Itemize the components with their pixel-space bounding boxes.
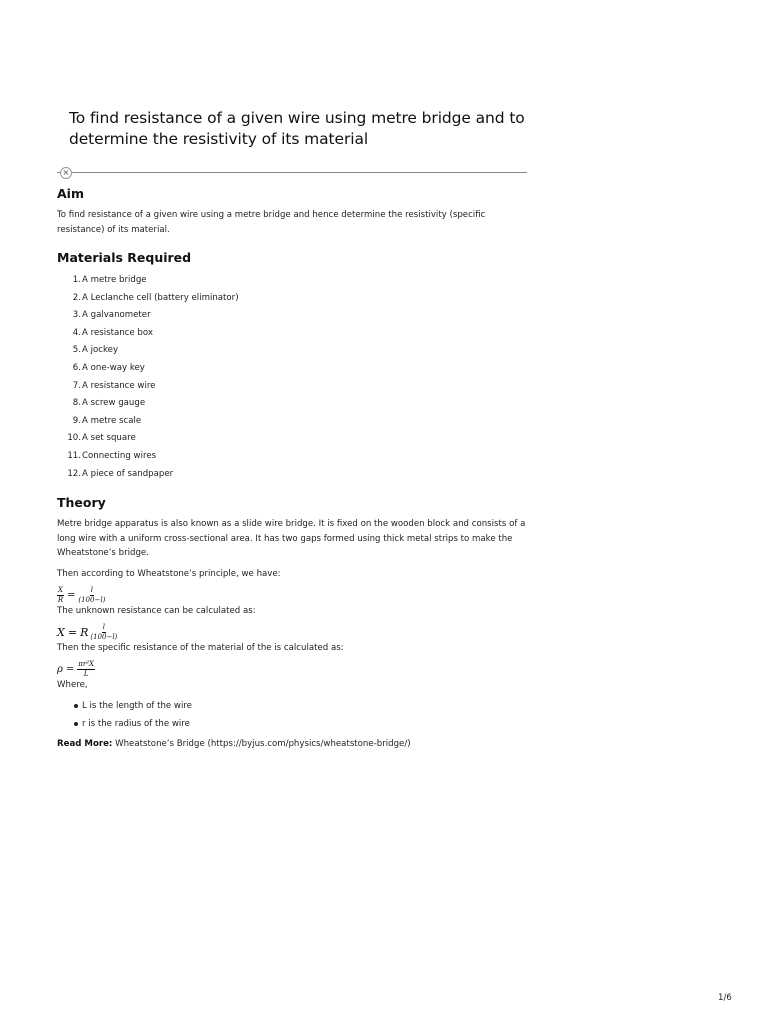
theory-unknown-text: The unknown resistance can be calculated as: (57, 606, 256, 616)
list-item-number: 5. (72, 345, 81, 356)
variable: R (80, 626, 89, 639)
list-item-number: 10. (67, 433, 81, 444)
list-item-text: A one-way key (82, 362, 145, 373)
list-item-text: A galvanometer (82, 310, 151, 321)
divider (57, 167, 527, 181)
list-item-text: A piece of sandpaper (82, 468, 174, 479)
bullet-icon (57, 697, 82, 715)
denominator: (100−l) (78, 596, 106, 604)
definitions-list (57, 697, 192, 733)
theory-heading: Theory (57, 495, 106, 510)
list-item-text: A resistance wire (82, 380, 156, 391)
list-item-text: A Leclanche cell (battery eliminator) (82, 292, 239, 303)
numerator: l (102, 623, 105, 631)
list-item-number: 2. (72, 292, 81, 303)
variable: X (57, 626, 65, 639)
list-item-number: 7. (72, 380, 81, 391)
list-item-text: L is the length of the wire (82, 701, 192, 711)
theory-paragraph: Metre bridge apparatus is also known as a slide wire bridge. It is fixed on the wooden block and consists of a long wire with a uniform cross-sectional area. It has two gaps formed using thick metal strips to make the Wheatstone’s bridge. (57, 519, 526, 558)
materials-heading: Materials Required (57, 250, 192, 265)
list-item (57, 307, 239, 325)
equation-resistivity (57, 661, 95, 678)
list-item-number: 8. (72, 398, 81, 409)
equation-unknown-resistance (57, 624, 117, 641)
read-more (57, 737, 411, 751)
list-item (57, 360, 239, 378)
read-more-link[interactable]: Wheatstone’s Bridge (https://byjus.com/physics/wheatstone-bridge/) (115, 739, 411, 749)
list-item (57, 466, 239, 484)
list-item-number: 6. (72, 362, 81, 373)
list-item (57, 697, 192, 715)
list-item-number: 9. (72, 415, 81, 426)
list-item (57, 378, 239, 396)
where-text: Where, (57, 680, 88, 690)
aim-heading: Aim (57, 186, 84, 201)
list-item-text: A screw gauge (82, 398, 146, 409)
list-item-number: 11. (67, 450, 81, 461)
equals-sign: = (67, 626, 78, 639)
page-title: To find resistance of a given wire using metre bridge and to determine the resistivity of its material (69, 109, 525, 148)
list-item-number: 3. (72, 310, 81, 321)
list-item-number: 12. (67, 468, 81, 479)
list-item (57, 715, 192, 733)
list-item (57, 342, 239, 360)
read-more-label: Read More: (57, 739, 113, 749)
numerator: πr²X (78, 660, 95, 668)
list-item (57, 290, 239, 308)
aim-text: To find resistance of a given wire using a metre bridge and hence determine the resistivity (specific resistance) of its material. (57, 210, 486, 235)
equals-sign: = (65, 664, 75, 675)
denominator: L (83, 670, 89, 678)
list-item (57, 272, 239, 290)
list-item-number: 1. (72, 275, 81, 285)
numerator: l (90, 586, 93, 594)
equals-sign: = (66, 590, 76, 601)
page-number: 1/6 (718, 993, 732, 1003)
list-item (57, 413, 239, 431)
fraction (78, 587, 105, 604)
divider-line (57, 172, 527, 173)
theory-principle-text: Then according to Wheatstone’s principle, we have: (57, 569, 281, 579)
list-item-text: Connecting wires (82, 450, 157, 461)
list-item-text: A resistance box (82, 327, 153, 338)
equation-ratio (57, 587, 105, 604)
list-item-text: A jockey (82, 345, 119, 356)
list-item-text: A set square (82, 433, 136, 444)
list-item-text: A metre scale (82, 415, 142, 426)
list-item-text: A metre bridge (82, 275, 147, 285)
materials-list (57, 272, 239, 483)
fraction (77, 661, 95, 678)
close-icon[interactable]: × (60, 167, 72, 179)
list-item (57, 325, 239, 343)
list-item (57, 448, 239, 466)
fraction (57, 587, 64, 604)
denominator: (100−l) (90, 633, 118, 641)
numerator: X (58, 586, 63, 594)
denominator: R (57, 596, 64, 604)
variable: ρ (57, 664, 63, 675)
bullet-icon (57, 715, 82, 733)
list-item-text: r is the radius of the wire (82, 719, 190, 729)
list-item (57, 395, 239, 413)
list-item (57, 430, 239, 448)
fraction (90, 624, 117, 641)
theory-resistivity-text: Then the specific resistance of the material of the is calculated as: (57, 643, 344, 653)
list-item-number: 4. (72, 327, 81, 338)
